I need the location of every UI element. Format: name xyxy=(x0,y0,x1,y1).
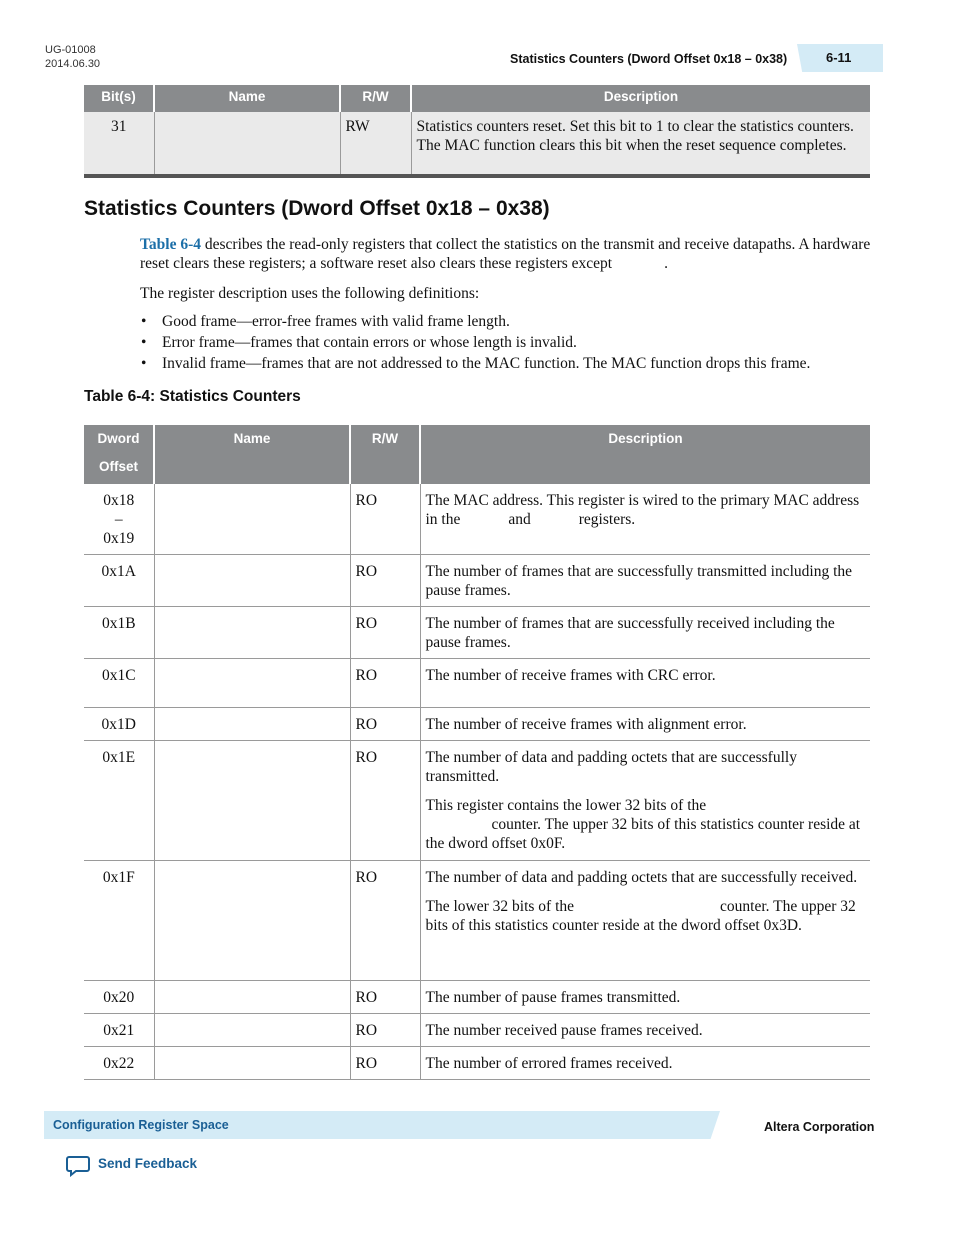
cell-name xyxy=(154,112,340,176)
col-bits: Bit(s) xyxy=(84,85,154,112)
cell-name xyxy=(154,607,350,659)
cell-description: The number of frames that are successfully received including the pause frames. xyxy=(420,607,870,659)
cell-offset: 0x1E xyxy=(102,749,136,766)
cell-name xyxy=(154,741,350,861)
list-item: • Error frame—frames that contain errors or whose length is invalid. xyxy=(140,332,900,353)
list-item: • Invalid frame—frames that are not addressed to the MAC function. The MAC function drops this frame. xyxy=(140,353,900,374)
table-row xyxy=(84,741,870,861)
cell-rw: RW xyxy=(340,112,411,176)
doc-id: UG-01008 xyxy=(45,44,96,56)
cell-offset: 0x22 xyxy=(103,1055,135,1072)
col-dword-offset: Dword Offset xyxy=(84,425,154,484)
intro-end: . xyxy=(664,255,668,272)
definitions-intro: The register description uses the following definitions: xyxy=(140,285,480,302)
cell-offset: 0x1B xyxy=(101,615,136,632)
cell-name xyxy=(154,1014,350,1047)
cell-name xyxy=(154,708,350,741)
cell-description: The number of receive frames with alignment error. xyxy=(420,708,870,741)
cell-description: The MAC address. This register is wired to the primary MAC address in the and registers. xyxy=(420,484,870,555)
cell-offset: 0x1C xyxy=(101,667,136,684)
cell-offset: 0x1F xyxy=(102,869,135,886)
cell-name xyxy=(154,1047,350,1080)
cell-description: Statistics counters reset. Set this bit to 1 to clear the statistics counters. The MAC function clears this bit when the reset sequence completes. xyxy=(411,112,870,176)
cell-rw: RO xyxy=(350,741,420,861)
list-item: • Good frame—error-free frames with valid frame length. xyxy=(140,311,900,332)
section-title: Statistics Counters (Dword Offset 0x18 – 0x38) xyxy=(84,197,550,220)
table-row xyxy=(84,484,870,555)
cell-bits: 31 xyxy=(84,112,154,176)
table-row xyxy=(84,708,870,741)
cell-description: The number of pause frames transmitted. xyxy=(420,981,870,1014)
cell-offset: 0x1D xyxy=(101,716,136,733)
table-row xyxy=(84,659,870,708)
table-link[interactable]: Table 6-4 xyxy=(140,236,202,253)
intro-text: describes the read-only registers that collect the statistics on the transmit and receive datapaths. A hardware reset clears these registers; a software reset also clears these registers except xyxy=(140,236,871,272)
cell-rw: RO xyxy=(350,1014,420,1047)
col-name: Name xyxy=(154,85,340,112)
cell-rw: RO xyxy=(350,659,420,708)
table-row xyxy=(84,1014,870,1047)
cell-offset: 0x20 xyxy=(103,989,135,1006)
col-description: Description xyxy=(411,85,870,112)
table-row xyxy=(84,112,870,176)
cell-description: The number received pause frames received. xyxy=(420,1014,870,1047)
doc-id-block xyxy=(45,43,100,71)
cell-name xyxy=(154,861,350,981)
cell-description: The number of data and padding octets that are successfully received. The lower 32 bits of the counter. The upper 32 bits of this statistics counter reside at the dword offset 0x3D. xyxy=(420,861,870,981)
table-row xyxy=(84,555,870,607)
col-rw: R/W xyxy=(340,85,411,112)
speech-bubble-icon[interactable] xyxy=(66,1155,90,1177)
cell-offset: 0x18 – 0x19 xyxy=(103,492,135,547)
col-name: Name xyxy=(154,425,350,484)
doc-date: 2014.06.30 xyxy=(45,58,101,70)
cell-name xyxy=(154,484,350,555)
footer-section-name[interactable]: Configuration Register Space xyxy=(53,1118,229,1132)
cell-rw: RO xyxy=(350,607,420,659)
statistics-counters-table xyxy=(84,425,870,1080)
col-rw: R/W xyxy=(350,425,420,484)
cell-rw: RO xyxy=(350,981,420,1014)
table-row xyxy=(84,981,870,1014)
cell-name xyxy=(154,555,350,607)
cell-rw: RO xyxy=(350,484,420,555)
cell-description: The number of errored frames received. xyxy=(420,1047,870,1080)
running-header-title: Statistics Counters (Dword Offset 0x18 – 0x38) xyxy=(510,52,788,66)
cell-offset: 0x1A xyxy=(101,563,136,580)
intro-paragraph xyxy=(140,235,875,273)
table-row xyxy=(84,1047,870,1080)
cell-rw: RO xyxy=(350,1047,420,1080)
cell-rw: RO xyxy=(350,708,420,741)
table-row xyxy=(84,607,870,659)
cell-rw: RO xyxy=(350,555,420,607)
table-caption: Table 6-4: Statistics Counters xyxy=(84,388,301,405)
cell-rw: RO xyxy=(350,861,420,981)
cell-offset: 0x21 xyxy=(103,1022,135,1039)
control-register-table-continued xyxy=(84,85,870,178)
cell-name xyxy=(154,981,350,1014)
col-description: Description xyxy=(420,425,870,484)
cell-name xyxy=(154,659,350,708)
footer-company: Altera Corporation xyxy=(764,1120,875,1134)
cell-description: The number of frames that are successfully transmitted including the pause frames. xyxy=(420,555,870,607)
send-feedback-link[interactable]: Send Feedback xyxy=(98,1156,198,1171)
table-row xyxy=(84,861,870,981)
page-number: 6-11 xyxy=(826,50,852,65)
cell-description: The number of receive frames with CRC error. xyxy=(420,659,870,708)
definitions-list xyxy=(140,311,900,374)
cell-description: The number of data and padding octets that are successfully transmitted. This register contains the lower 32 bits of the counter. The upper 32 bits of this statistics counter reside at the dword offset 0x0F. xyxy=(420,741,870,861)
